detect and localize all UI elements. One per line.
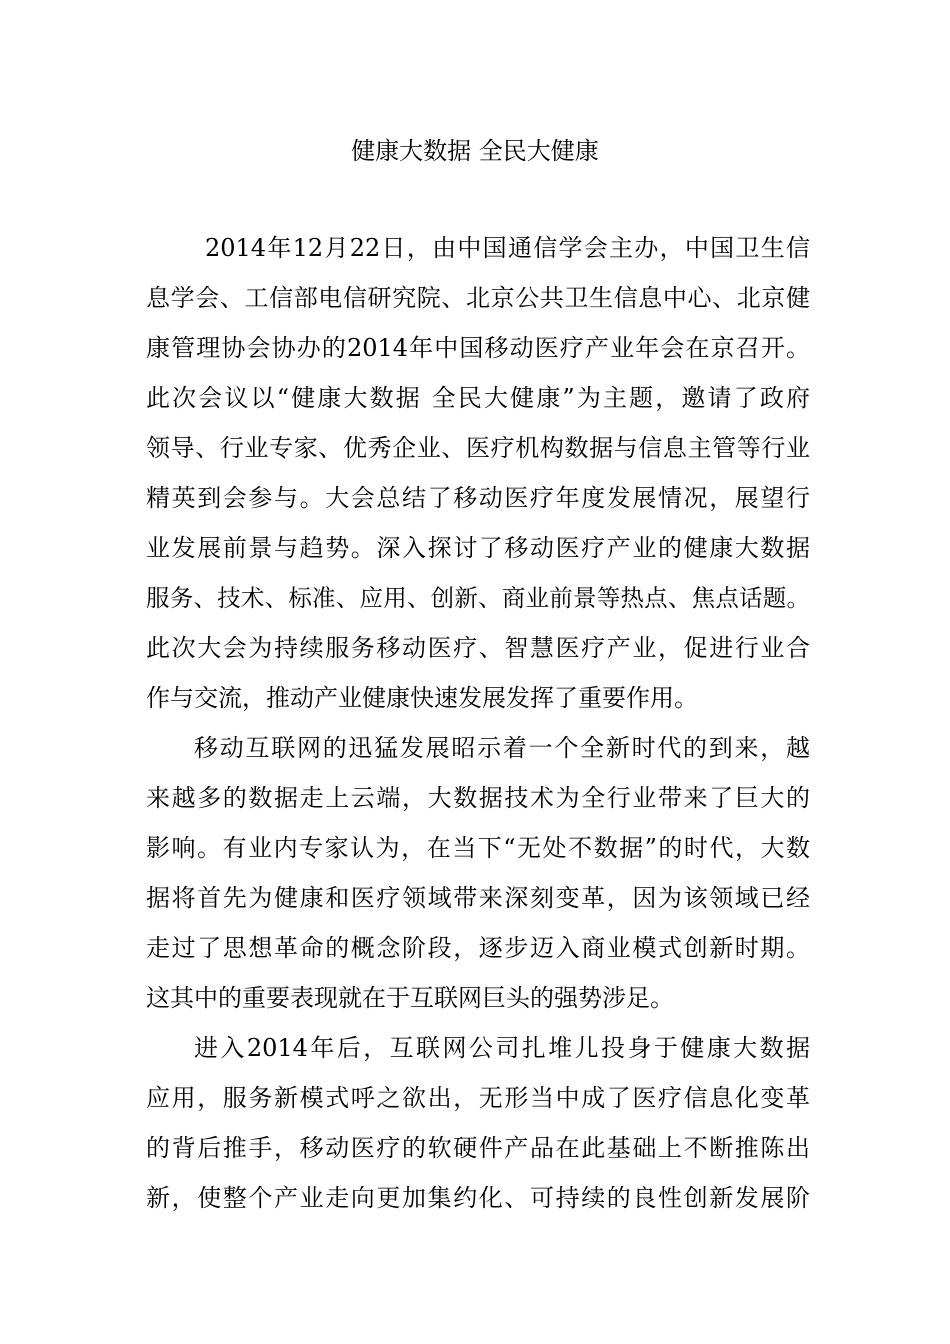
paragraph-2-line-3: 影响。有业内专家认为，在当下“无处不数据”的时代，大数 — [146, 834, 810, 862]
paragraph-1-line-2: 息学会、工信部电信研究院、北京公共卫生信息中心、北京健 — [146, 284, 810, 312]
paragraph-2-line-6: 这其中的重要表现就在于互联网巨头的强势涉足。 — [146, 984, 674, 1012]
paragraph-3-line-4: 新，使整个产业走向更加集约化、可持续的良性创新发展阶 — [146, 1184, 810, 1212]
paragraph-1-line-1: 2014年12月22日，由中国通信学会主办，中国卫生信 — [205, 234, 810, 262]
paragraph-1-line-5: 领导、行业专家、优秀企业、医疗机构数据与信息主管等行业 — [146, 434, 810, 462]
paragraph-1-line-10: 作与交流，推动产业健康快速发展发挥了重要作用。 — [146, 684, 698, 712]
paragraph-2-line-2: 来越多的数据走上云端，大数据技术为全行业带来了巨大的 — [146, 784, 810, 812]
paragraph-2-line-4: 据将首先为健康和医疗领域带来深刻变革，因为该领域已经 — [146, 884, 810, 912]
document-title: 健康大数据 全民大健康 — [351, 137, 599, 165]
paragraph-3-line-1: 进入2014年后，互联网公司扎堆儿投身于健康大数据 — [194, 1034, 810, 1062]
paragraph-1-line-8: 服务、技术、标准、应用、创新、商业前景等热点、焦点话题。 — [146, 584, 810, 612]
paragraph-3-line-3: 的背后推手，移动医疗的软硬件产品在此基础上不断推陈出 — [146, 1134, 810, 1162]
paragraph-1-line-6: 精英到会参与。大会总结了移动医疗年度发展情况，展望行 — [146, 484, 810, 512]
paragraph-3-line-2: 应用，服务新模式呼之欲出，无形当中成了医疗信息化变革 — [146, 1084, 810, 1112]
paragraph-2-line-5: 走过了思想革命的概念阶段，逐步迈入商业模式创新时期。 — [146, 934, 810, 962]
paragraph-1-line-3: 康管理协会协办的2014年中国移动医疗产业年会在京召开。 — [146, 334, 810, 362]
paragraph-1-line-9: 此次大会为持续服务移动医疗、智慧医疗产业，促进行业合 — [146, 634, 810, 662]
paragraph-2-line-1: 移动互联网的迅猛发展昭示着一个全新时代的到来，越 — [194, 734, 810, 762]
paragraph-1-line-4: 此次会议以“健康大数据 全民大健康”为主题，邀请了政府 — [146, 384, 810, 412]
paragraph-1-line-7: 业发展前景与趋势。深入探讨了移动医疗产业的健康大数据 — [146, 534, 810, 562]
